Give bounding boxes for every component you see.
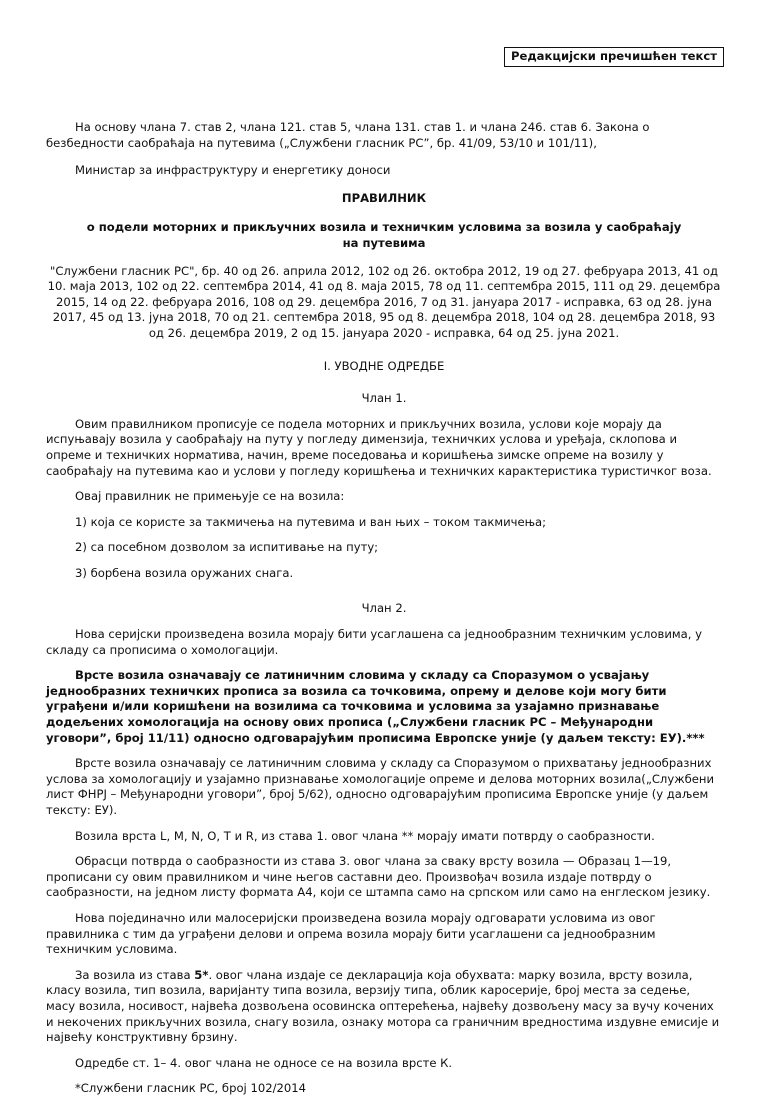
article-2-paragraph-1: Нова серијски произведена возила морају бити усаглашена са једнообразним техничким условима, у складу са прописима о хомологацији. bbox=[46, 627, 702, 657]
article-2-paragraph-5: Обрасци потврда о саобразности из става 3. овог члана за сваку врсту возила — Образац 1—19, прописани су овим правилником и чине његов саставни део. Произвођач возила издаје потврду о саобразности, на једном листу формата А4, који се штампа само на српском или само на енглеском језику. bbox=[46, 854, 711, 900]
document-body bbox=[46, 120, 722, 1097]
article-1-paragraph-1: Овим правилником прописује се подела моторних и прикључних возила, услови које морају да испуњавају возила у саобраћају на путу у погледу димензија, техничких услова и уређаја, склопова и опреме и техничких норматива, начин, време поседовања и коришћења зимске опреме на возилу у саобраћају на путевима као и услови у погледу коришћења и техничких карактеристика туристичког воза. bbox=[46, 416, 712, 478]
gazette-references: "Службени гласник РС", бр. 40 од 26. априла 2012, 102 од 26. октобра 2012, 19 од 27. фебруара 2013, 41 од 10. маја 2013, 102 од 22. септембра 2014, 41 од 8. маја 2015, 78 од 11. септембра 2015, 111 од 29. децембра 2015, 14 од 22. фебруара 2016, 108 од 29. децембра 2016, 7 од 31. јануара 2017 - исправка, 63 од 28. јуна 2017, 45 од 13. јуна 2018, 70 од 21. септембра 2018, 95 од 8. децембра 2018, 104 од 28. децембра 2018, 93 од 26. децембра 2019, 2 од 15. јануара 2020 - исправка, 64 од 25. јуна 2021. bbox=[47, 263, 721, 340]
article-2-paragraph-7-reference: 5* bbox=[194, 967, 209, 982]
footnote: *Службени гласник РС, број 102/2014 bbox=[75, 1081, 306, 1096]
article-2-paragraph-4: Возила врста L, M, N, O, T и R, из става 1. овог члана ** морају имати потврду о саобразности. bbox=[75, 828, 655, 843]
article-2-paragraph-6: Нова појединачно или малосеријски произведена возила морају одговарати условима из овог правилника с тим да уграђени делови и опрема возила морају бити усаглашени са једнообразним техничким условима. bbox=[46, 910, 656, 957]
article-1-paragraph-2: Овај правилник не примењује се на возила: bbox=[75, 489, 345, 504]
article-2-paragraph-2: Врсте возила означавају се латиничним словима у складу са Споразумом о усвајању једнообразних техничких прописа за возила са точковима, опрему и делове који могу бити уграђени и/или коришћени на возилима са точковима и условима за узајамно признавање додељених хомологација на основу ових прописа („Службени гласник РС – Међународни уговори”, број 11/11) односно одговарајућим прописима Европске уније (у даљем тексту: ЕУ).*** bbox=[46, 668, 705, 745]
minister-line: Министар за инфраструктуру и енергетику доноси bbox=[75, 163, 391, 178]
article-2-paragraph-7-start: За возила из става bbox=[75, 967, 195, 982]
document-title: ПРАВИЛНИК bbox=[341, 190, 427, 205]
article-2-heading: Члан 2. bbox=[361, 601, 407, 616]
article-2-paragraph-7-rest: . овог члана издаје се декларација која обухвата: марку возила, врсту возила, класу возила, тип возила, варијанту типа возила, верзију типа, облик каросерије, број места за седење, масу возила, носивост, највећа дозвољена осовинска оптерећења, највећу дозвољену масу за вучу кочених и некочених прикључних возила, снагу возила, ознаку мотора са граничним вредностима издувне емисије и највећу конструктивну брзину. bbox=[46, 967, 720, 1045]
article-1-item-1: 1) која се користе за такмичења на путевима и ван њих – током такмичења; bbox=[75, 514, 547, 529]
article-1-item-2: 2) са посебном дозволом за испитивање на путу; bbox=[75, 540, 379, 555]
preamble: На основу члана 7. став 2, члана 121. став 5, члана 131. став 1. и члана 246. став 6. Закона о безбедности саобраћаја на путевима („Службени гласник РС”, бр. 41/09, 53/10 и 101/11), bbox=[46, 120, 650, 150]
article-2-paragraph-8: Одредбе ст. 1– 4. овог члана не односе се на возила врсте К. bbox=[75, 1055, 453, 1070]
article-2-paragraph-3: Врсте возила означавају се латиничним словима у складу са Споразумом о прихватању једнообразних услова за хомологацију и узајамно признавање хомологације опреме и делова моторних возила(„Службени лист ФНРЈ – Међународни уговори”, број 5/62), односно одговарајућим прописима Европске уније (у даљем тексту: ЕУ). bbox=[46, 756, 715, 817]
article-1-heading: Члан 1. bbox=[361, 391, 407, 406]
section-heading: I. УВОДНЕ ОДРЕДБЕ bbox=[323, 358, 445, 373]
consolidated-text-stamp: Редакцијски пречишћен текст bbox=[504, 47, 724, 67]
article-2-paragraph-7 bbox=[46, 968, 722, 1046]
document-subtitle: о подели моторних и прикључних возила и техничким условима за возила у саобраћају на путевима bbox=[86, 220, 682, 250]
article-1-item-3: 3) борбена возила оружаних снага. bbox=[75, 565, 294, 580]
